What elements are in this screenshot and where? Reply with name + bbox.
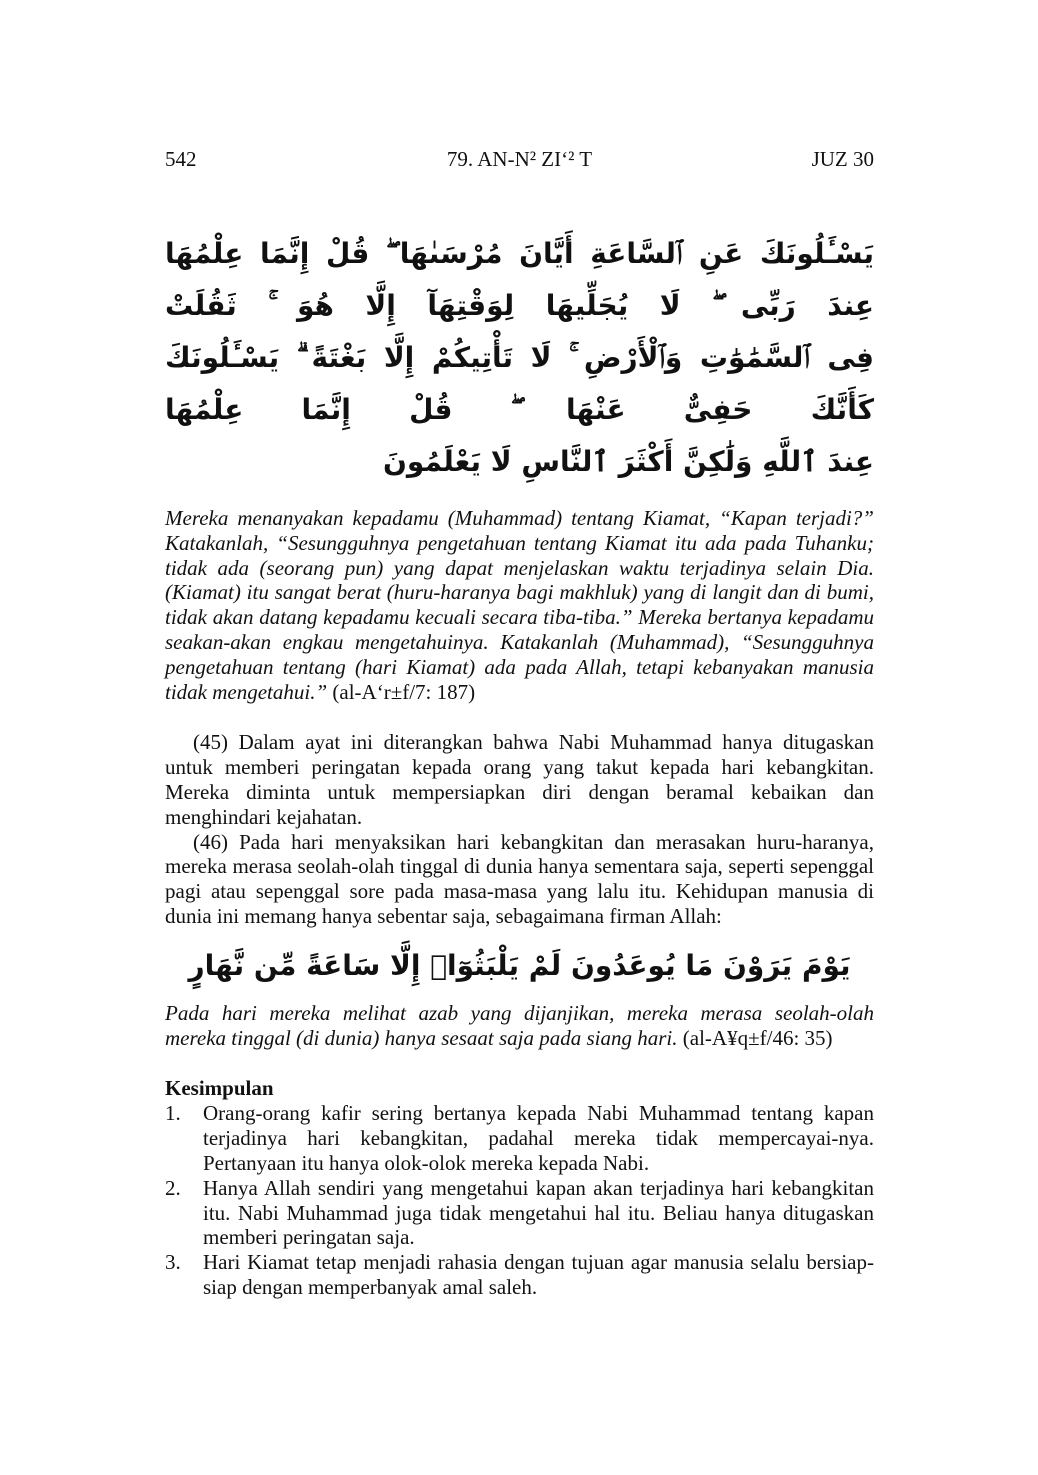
conclusion-list — [165, 1101, 874, 1299]
verse-translation-2 — [165, 1001, 874, 1051]
item-text: Hanya Allah sendiri yang mengetahui kapan akan terjadinya hari kebangkitan itu. Nabi Muhammad juga tidak mengetahui hal itu. Beliau hanya ditugaskan memberi peringatan saja. — [203, 1175, 874, 1250]
list-item — [165, 1176, 874, 1250]
running-header — [165, 146, 874, 172]
paragraph-46: (46) Pada hari menyaksikan hari kebangkitan dan merasakan huru-haranya, mereka merasa seolah-olah tinggal di dunia hanya sementara saja, seperti sepenggal pagi atau sepenggal sore pada masa-masa yang lalu itu. Kehidupan manusia di dunia ini memang hanya sebentar saja, sebagaimana firman Allah: — [165, 829, 874, 928]
item-number: 2. — [165, 1175, 181, 1200]
paragraph-45: (45) Dalam ayat ini diterangkan bahwa Nabi Muhammad hanya ditugaskan untuk memberi peringatan kepada orang yang takut kepada hari kebangkitan. Mereka diminta untuk mempersiapkan diri dengan beramal kebaikan dan menghindari kejahatan. — [165, 730, 874, 829]
list-item — [165, 1250, 874, 1300]
item-text: Hari Kiamat tetap menjadi rahasia dengan tujuan agar manusia selalu bersiap-siap dengan memperbanyak amal saleh. — [203, 1250, 874, 1299]
list-item — [165, 1101, 874, 1175]
arabic-verse-block — [165, 228, 874, 488]
surah-title: 79. AN-N² ZI‘² T — [446, 147, 593, 171]
item-text: Orang-orang kafir sering bertanya kepada Nabi Muhammad tentang kapan terjadinya hari kebangkitan, padahal mereka tidak mempercayai-nya. Pertanyaan itu hanya olok-olok mereka kepada Nabi. — [203, 1101, 874, 1175]
juz-label: JUZ 30 — [811, 147, 874, 171]
citation: (al-A‘r±f/7: 187) — [327, 679, 476, 704]
arabic-line: يَسْـَٔلُونَكَ عَنِ ٱلسَّاعَةِ أَيَّانَ مُرْسَىٰهَا ۖ قُلْ إِنَّمَا عِلْمُهَا عِندَ رَبِّى ۖ لَا يُجَلِّيهَا لِوَقْتِهَآ إِلَّا هُوَ ۚ ثَقُلَتْ — [165, 237, 874, 322]
arabic-verse-2: يَوْمَ يَرَوْنَ مَا يُوعَدُونَ لَمْ يَلْبَثُوٓا۟ إِلَّا سَاعَةً مِّن نَّهَارٍ — [188, 948, 851, 982]
item-number: 1. — [165, 1101, 181, 1126]
document-page — [165, 0, 874, 1300]
verse-translation — [165, 506, 874, 704]
citation: (al-A¥q±f/46: 35) — [677, 1025, 833, 1050]
commentary — [165, 730, 874, 928]
translation-text: Pada hari mereka melihat azab yang dijanjikan, mereka merasa seolah-olah mereka tinggal (di dunia) hanya sesaat saja pada siang hari. — [165, 1000, 874, 1050]
arabic-line: عِندَ ٱللَّهِ وَلَٰكِنَّ أَكْثَرَ ٱلنَّاسِ لَا يَعْلَمُونَ — [383, 445, 874, 478]
item-number: 3. — [165, 1250, 181, 1275]
arabic-line: فِى ٱلسَّمَٰوَٰتِ وَٱلْأَرْضِ ۚ لَا تَأْتِيكُمْ إِلَّا بَغْتَةً ۗ يَسْـَٔلُونَكَ كَأَنَّكَ حَفِىٌّ عَنْهَا ۖ قُلْ إِنَّمَا عِلْمُهَا — [165, 341, 874, 426]
conclusion-section — [165, 1076, 874, 1299]
translation-text: Mereka menanyakan kepadamu (Muhammad) tentang Kiamat, “Kapan terjadi?” Katakanlah, “Sesungguhnya pengetahuan tentang Kiamat itu ada pada Tuhanku; tidak ada (seorang pun) yang dapat menjelaskan waktu terjadinya selain Dia. (Kiamat) itu sangat berat (huru-haranya bagi makhluk) yang di langit dan di bumi, tidak akan datang kepadamu kecuali secara tiba-tiba.” Mereka bertanya kepadamu seakan-akan engkau mengetahuinya. Katakanlah (Muhammad), “Sesungguhnya pengetahuan tentang (hari Kiamat) ada pada Allah, tetapi kebanyakan manusia tidak mengetahui.” — [165, 506, 874, 704]
page-number: 542 — [165, 147, 197, 171]
conclusion-heading: Kesimpulan — [165, 1076, 274, 1101]
